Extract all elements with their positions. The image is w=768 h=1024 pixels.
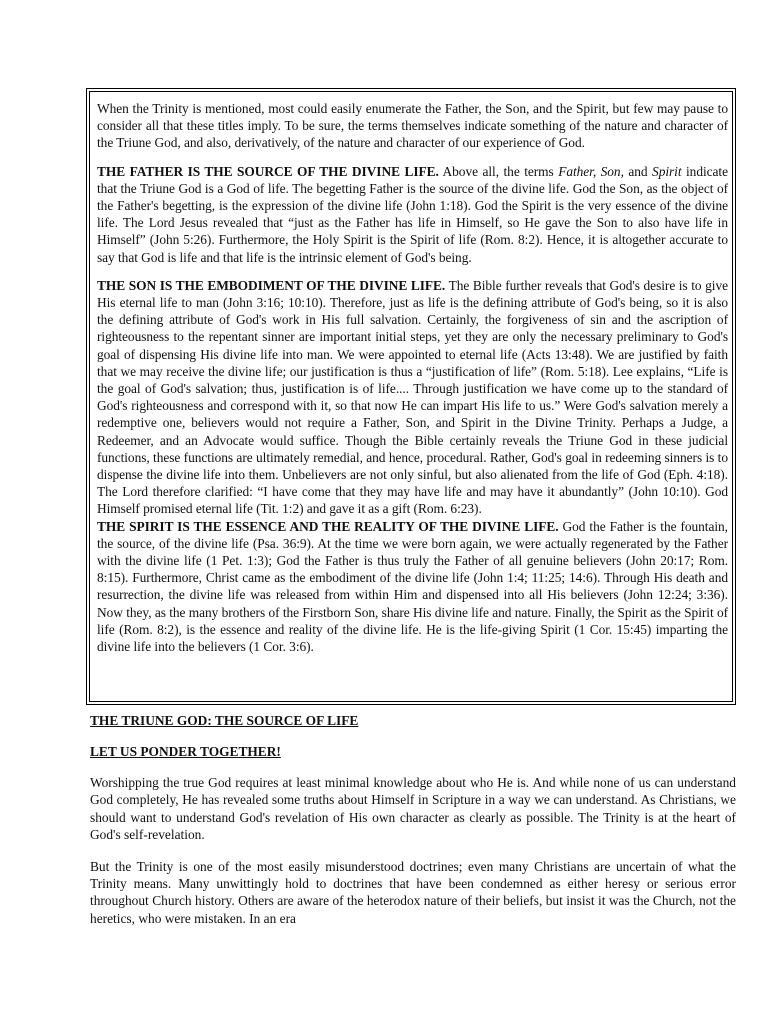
father-heading: THE FATHER IS THE SOURCE OF THE DIVINE LIFE. (97, 163, 439, 179)
section-title: THE TRIUNE GOD: THE SOURCE OF LIFE (90, 713, 359, 728)
body-paragraph-2: But the Trinity is one of the most easily misunderstood doctrines; even many Christians are uncertain of what the Trinity means. Many unwittingly hold to doctrines that have been condemned as either heresy or serious error throughout Church history. Others are aware of the heterodox nature of their beliefs, but insist it was the Church, not the heretics, who were mistaken. In an era (90, 858, 736, 926)
boxed-summary (86, 88, 736, 705)
father-lead: Above all, the terms (438, 163, 559, 179)
main-content (90, 712, 736, 927)
spirit-heading: THE SPIRIT IS THE ESSENCE AND THE REALITY OF THE DIVINE LIFE. (97, 518, 559, 534)
father-and: and (623, 163, 653, 179)
spirit-paragraph (97, 518, 728, 656)
body-paragraph-1: Worshipping the true God requires at least minimal knowledge about who He is. And while none of us can understand God completely, He has revealed some truths about Himself in Scripture in a way we can understand. As Christians, we should want to understand God's revelation of His own character as clearly as possible. The Trinity is at the heart of God's self-revelation. (90, 775, 736, 843)
intro-paragraph: When the Trinity is mentioned, most could easily enumerate the Father, the Son, and the Spirit, but few may pause to consider all that these titles imply. To be sure, the terms themselves indicate something of the nature and character of the Triune God, and also, derivatively, of the nature and character of our experience of God. (97, 101, 728, 151)
father-body: indicate that the Triune God is a God of life. The begetting Father is the source of the divine life. God the Son, as the object of the Father's begetting, is the expression of the divine life (John 1:18). God the Spirit is the very essence of the divine life. The Lord Jesus revealed that “just as the Father has life in Himself, so He gave the Son to also have life in Himself” (John 5:26). Furthermore, the Holy Spirit is the Spirit of life (Rom. 8:2). Hence, it is altogether accurate to say that God is life and that life is the intrinsic element of God's being. (97, 163, 728, 265)
spirit-body: God the Father is the fountain, the source, of the divine life (Psa. 36:9). At the time we were born again, we were actually regenerated by the Father with the divine life (1 Pet. 1:3); God the Father is thus truly the Father of all genuine believers (John 20:17; Rom. 8:15). Furthermore, Christ came as the embodiment of the divine life (John 1:4; 11:25; 14:6). Through His death and resurrection, the divine life was released from within Him and dispensed into all His believers (John 12:24; 3:36). Now they, as the many brothers of the Firstborn Son, share His divine life and nature. Finally, the Spirit as the Spirit of life (Rom. 8:2), is the essence and reality of the divine life. He is the life-giving Spirit (1 Cor. 15:45) imparting the divine life into the believers (1 Cor. 3:6). (97, 518, 728, 655)
spirit-term: Spirit (652, 163, 682, 179)
son-body: The Bible further reveals that God's desire is to give His eternal life to man (John 3:16; 10:10). Therefore, just as life is the defining attribute of God's being, so it is also the defining attribute of God's work in His full salvation. Certainly, the forgiveness of sin and the ascription of righteousness to the repentant sinner are important initial steps, yet they are only the necessary preliminary to God's goal of dispensing His divine life into man. We were appointed to eternal life (Acts 13:48). We are justified by faith that we may receive the divine life; our justification is thus a “justification of life” (Rom. 5:18). Lee explains, “Life is the goal of God's salvation; thus, justification is of life.... Through justification we have come up to the standard of God's righteousness and correspond with it, so that now He can impart His life to us.” Were God's salvation merely a redemptive one, believers would not require a Father, Son, and Spirit in the Divine Trinity. Perhaps a Judge, a Redeemer, and an Advocate would suffice. Though the Bible certainly reveals the Triune God in these judicial functions, these functions are ultimately remedial, and hence, procedural. Rather, God's goal in redeeming sinners is to dispense the divine life into them. Unbelievers are not only sinful, but also alienated from the life of God (Eph. 4:18). The Lord therefore clarified: “I have come that they may have life and may have it abundantly” (John 10:10). God Himself promised eternal life (Tit. 1:2) and gave it as a gift (Rom. 6:23). (97, 277, 728, 517)
son-heading: THE SON IS THE EMBODIMENT OF THE DIVINE LIFE. (97, 277, 446, 293)
father-paragraph (97, 163, 728, 266)
son-paragraph (97, 277, 728, 518)
section-subtitle: LET US PONDER TOGETHER! (90, 744, 281, 759)
father-terms: Father, Son, (558, 163, 624, 179)
